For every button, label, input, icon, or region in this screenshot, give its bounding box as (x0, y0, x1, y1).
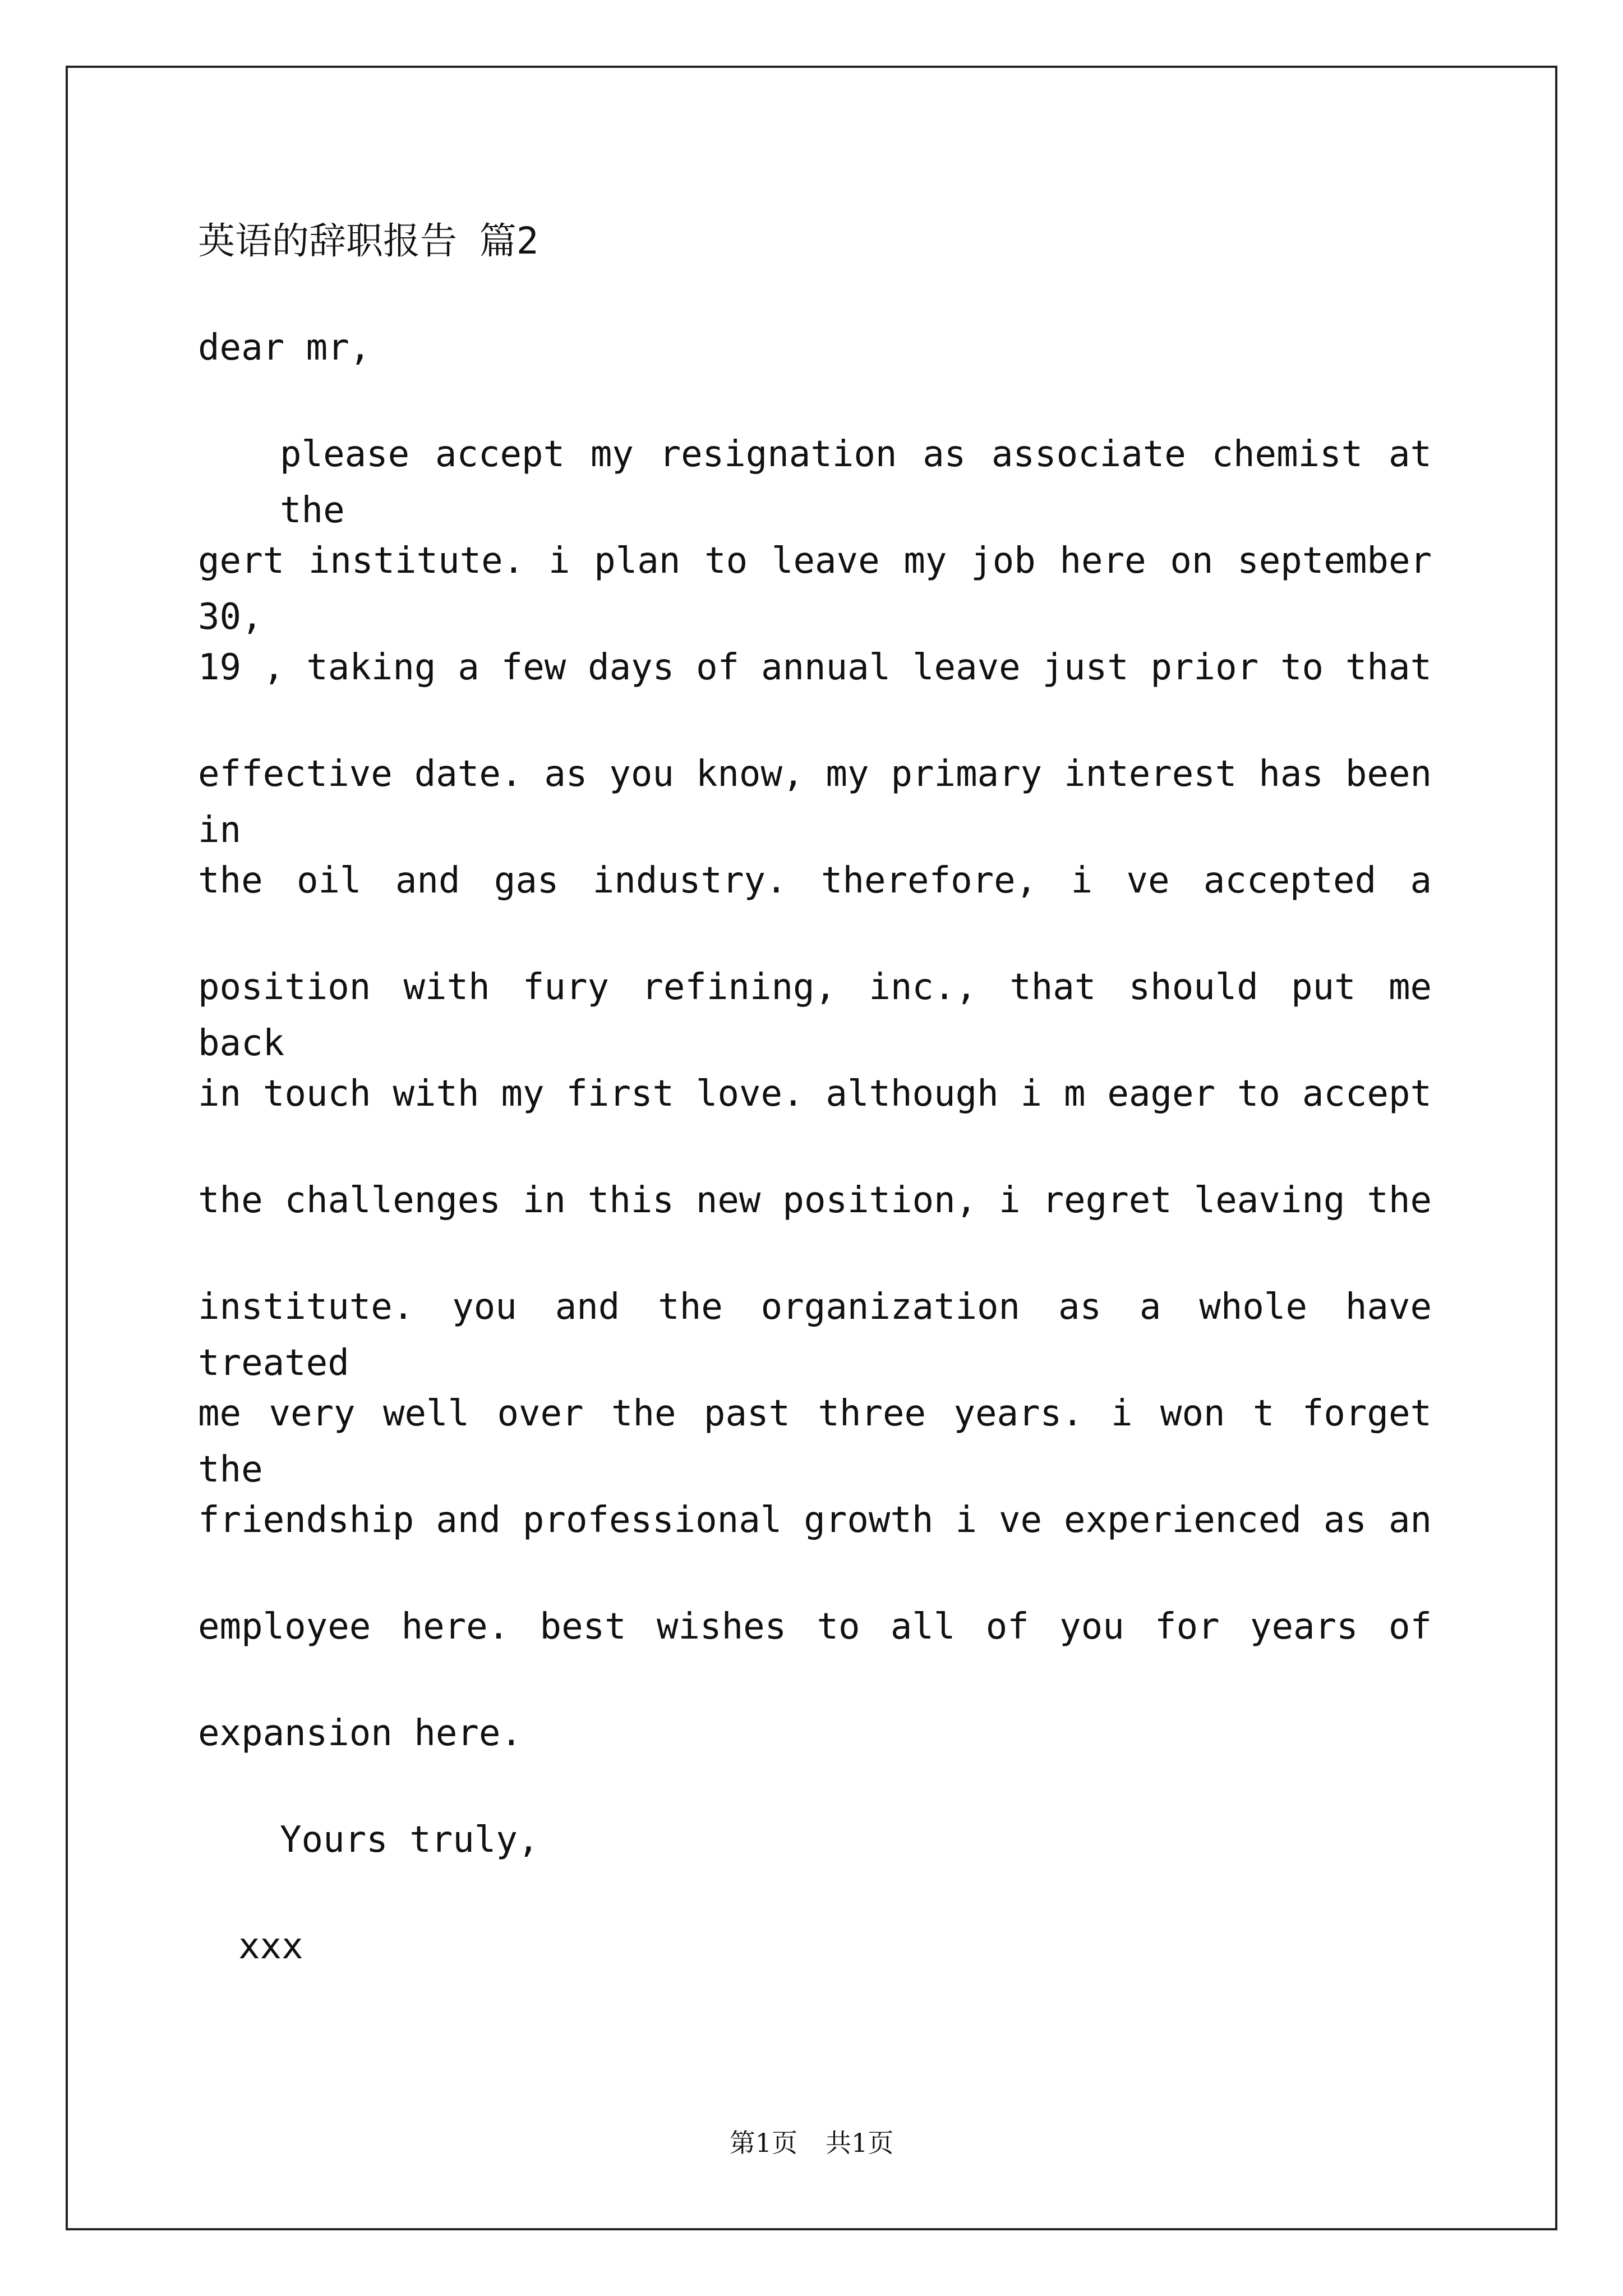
body-line: effective date. as you know, my primary interest has been in (198, 753, 1432, 851)
body-line: employee here. best wishes to all of you for years of (198, 1606, 1432, 1648)
body-line: in touch with my first love. although i m eager to accept (198, 1073, 1432, 1115)
body-line: institute. you and the organization as a whole have treated (198, 1286, 1432, 1384)
salutation: dear mr, (198, 327, 371, 369)
body-line: the challenges in this new position, i regret leaving the (198, 1180, 1432, 1221)
signature: xxx (238, 1926, 303, 1967)
body-line: expansion here. (198, 1713, 522, 1754)
body-line: gert institute. i plan to leave my job here on september 30, (198, 540, 1432, 638)
document-body (198, 213, 1432, 1975)
body-line: position with fury refining, inc., that should put me back (198, 967, 1432, 1064)
page-footer (0, 2126, 1623, 2160)
letter-paragraph (198, 426, 1432, 1812)
body-line: please accept my resignation as associate chemist at the (280, 434, 1432, 531)
page-number: 第1页 (729, 2128, 797, 2158)
closing: Yours truly, (280, 1819, 540, 1861)
document-title: 英语的辞职报告 篇2 (198, 219, 539, 263)
body-line: friendship and professional growth i ve experienced as an (198, 1499, 1432, 1541)
page-total: 共1页 (826, 2128, 894, 2158)
body-line: 19 , taking a few days of annual leave just prior to that (198, 647, 1432, 688)
body-line: the oil and gas industry. therefore, i ve accepted a (198, 860, 1432, 901)
body-line: me very well over the past three years. i won t forget the (198, 1393, 1432, 1490)
